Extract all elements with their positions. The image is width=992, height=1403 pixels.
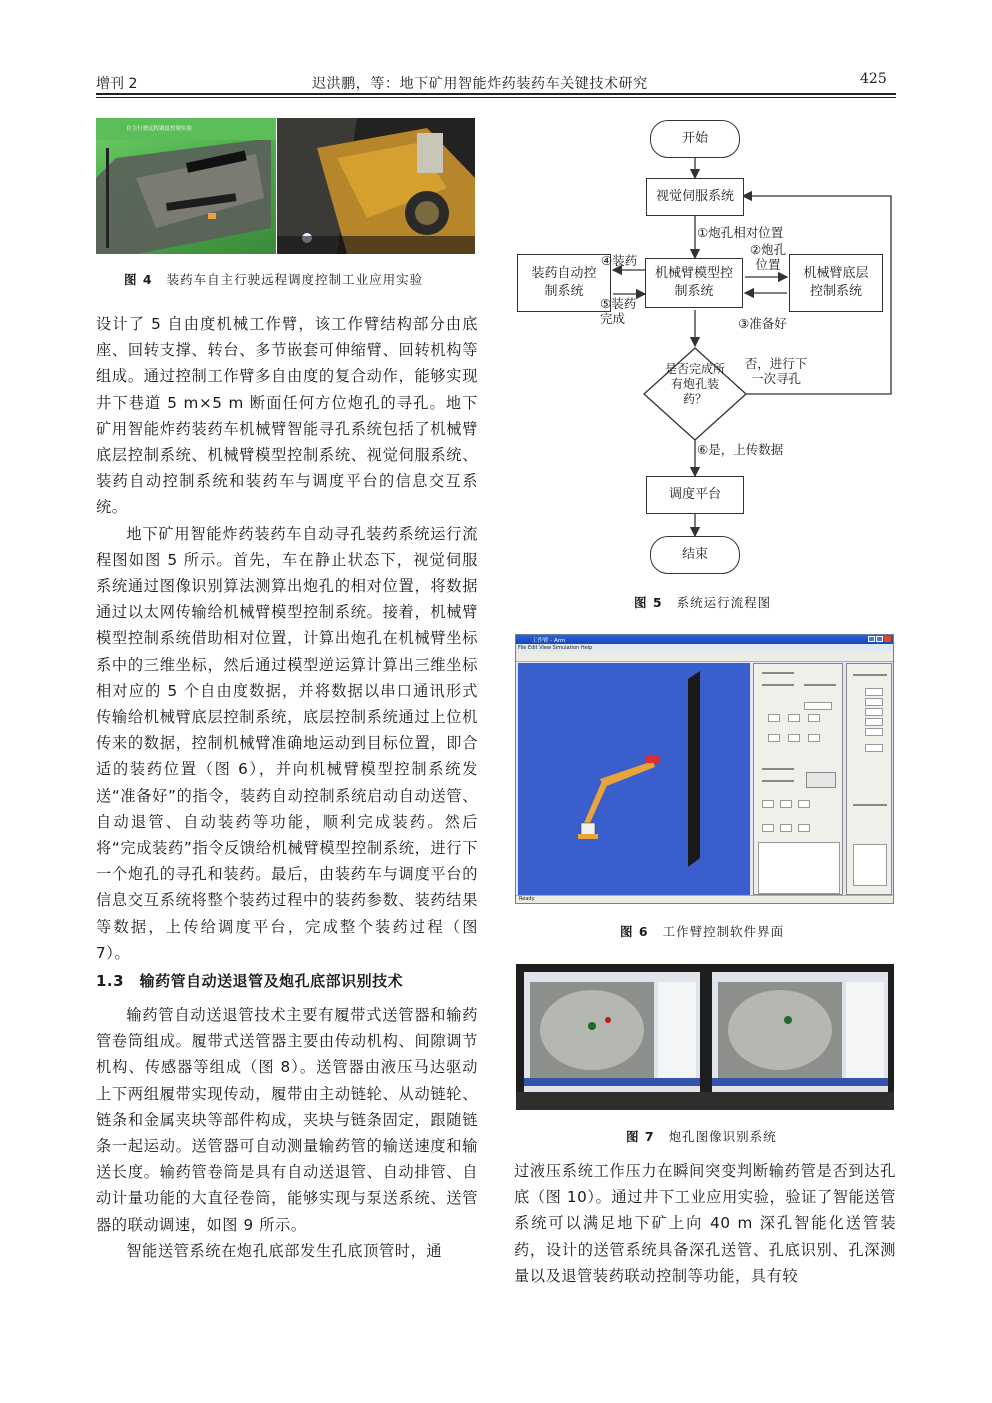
arm-boom	[600, 761, 655, 787]
flow-auto-charge: 装药自动控制系统	[517, 254, 611, 312]
flow-decision-text: 是否完成所有炮孔装药？	[664, 362, 725, 406]
flow-edge-5: ⑤装药完成	[600, 296, 637, 326]
figure6-caption-text: 工作臂控制软件界面	[662, 924, 785, 939]
sw-input[interactable]	[798, 824, 810, 832]
window-title: 工作臂 - Arm	[532, 638, 566, 644]
figure7-caption-text: 炮孔图像识别系统	[668, 1129, 777, 1144]
sw-input[interactable]	[768, 714, 780, 722]
flow-edge-2: ②炮孔位置	[749, 242, 787, 272]
figure4-screen-text: 自主行驶远程调度控制实验	[126, 126, 193, 132]
arm-end-effector	[646, 755, 660, 763]
sw-input[interactable]	[780, 800, 792, 808]
detected-hole-marker	[588, 1022, 596, 1030]
arm-base	[578, 834, 598, 839]
figure5-caption-text: 系统运行流程图	[676, 595, 772, 610]
running-header-issue: 增刊 2	[96, 76, 138, 92]
flow-edge-3: ③准备好	[738, 316, 787, 331]
sw-input[interactable]	[798, 800, 810, 808]
flow-dispatch: 调度平台	[646, 476, 744, 514]
sw-input[interactable]	[788, 714, 800, 722]
sw-input[interactable]	[865, 718, 883, 726]
sw-input[interactable]	[804, 702, 832, 710]
sw-input[interactable]	[780, 824, 792, 832]
sw-input[interactable]	[865, 744, 883, 752]
sw-input[interactable]	[762, 824, 774, 832]
flow-arm-model: 机械臂模型控制系统	[645, 258, 743, 308]
figure4-caption	[124, 270, 423, 288]
flow-edge-1: ①炮孔相对位置	[697, 225, 784, 240]
left-body-text-2	[96, 1002, 478, 1264]
status-text: Ready	[519, 896, 535, 902]
figure4-caption-text: 装药车自主行驶远程调度控制工业应用实验	[166, 272, 424, 287]
sw-button[interactable]	[762, 684, 794, 686]
sw-input[interactable]	[808, 714, 820, 722]
detected-hole-marker	[605, 1017, 611, 1023]
close-icon[interactable]	[884, 636, 891, 642]
sw-input[interactable]	[762, 800, 774, 808]
flow-edge-no: 否，进行下一次寻孔	[744, 356, 808, 386]
running-header-title: 迟洪鹏，等：地下矿用智能炸药装药车关键技术研究	[312, 76, 648, 92]
arm-base-link	[584, 781, 608, 823]
paragraph: 智能送管系统在炮孔底部发生孔底顶管时，通	[126, 1241, 443, 1260]
sw-button[interactable]	[762, 780, 794, 782]
figure6-software-window	[515, 634, 894, 904]
maximize-icon[interactable]	[876, 636, 883, 642]
paragraph: 地下矿用智能炸药装药车自动寻孔装药系统运行流程图如图 5 所示。首先，车在静止状态下，视觉伺服系统通过图像识别算法测算出炮孔的相对位置，将数据通过以太网传输给机械臂模型控制系统。接着，机械臂模型控制系统借助相对位置，计算出炮孔在机械臂坐标系中的三维坐标，然后通过模型逆运算计算出三维坐标相对应的 5 个自由度数据，并将数据以串口通讯形式传输给机械臂底层控制系统，底层控制系统通过上位机传来的数据，控制机械臂准确地运动到目标位置，即合适的装药位置（图 6），并向机械臂模型控制系统发送“准备好”的指令，装药自动控制系统启动自动送管、自动退管、自动装药等功能，顺利完成装药。然后将“完成装药”指令反馈给机械臂模型控制系统，进行下一个炮孔的寻孔和装药。最后，由装药车与调度平台的信息交互系统将整个装药过程中的装药参数、装药结果等数据，上传给调度平台，完成整个装药过程（图 7）。	[96, 524, 478, 962]
figure6-caption	[620, 922, 784, 940]
figure7-recognition-photo	[516, 964, 894, 1110]
sw-button[interactable]	[806, 772, 836, 788]
sw-input[interactable]	[768, 734, 780, 742]
sw-input[interactable]	[865, 688, 883, 696]
header-rule-thin	[96, 97, 896, 98]
figure4-simulation-photo	[96, 118, 276, 254]
figure4-label: 图 4	[124, 272, 153, 287]
arm-turret	[581, 823, 595, 835]
window-menubar[interactable]: File Edit View Simulation Help	[518, 645, 593, 651]
flow-start: 开始	[650, 120, 740, 158]
figure7-caption	[626, 1127, 777, 1145]
sw-input[interactable]	[788, 734, 800, 742]
window-statusbar	[516, 895, 893, 903]
sw-input[interactable]	[853, 844, 887, 886]
figure7-label: 图 7	[626, 1129, 655, 1144]
sw-button[interactable]	[853, 804, 887, 806]
header-rule-thick	[96, 93, 896, 95]
sw-button[interactable]	[762, 672, 794, 674]
sw-input[interactable]	[865, 728, 883, 736]
control-panel-left	[753, 663, 843, 895]
flow-visual-servo: 视觉伺服系统	[646, 178, 744, 216]
wall-plane	[688, 671, 700, 867]
sw-button[interactable]	[762, 768, 794, 770]
paragraph: 输药管自动送退管技术主要有履带式送管器和输药管卷筒组成。履带式送管器主要由传动机构、间隙调节机构、传感器等组成（图 8）。送管器由液压马达驱动上下两组履带实现传动，履带由主动链轮、从动链轮、链条和金属夹块等部件构成，夹块与链条固定，跟随链条一起运动。送管器可自动测量输药管的输送速度和输送长度。输药管卷筒是具有自动送退管、自动排管、自动计量功能的大直径卷筒，能够实现与泵送系统、送管器的联动调速，如图 9 所示。	[96, 1006, 478, 1234]
window-titlebar	[516, 635, 893, 644]
figure5-label: 图 5	[634, 595, 663, 610]
figure5-caption	[634, 593, 771, 611]
sw-button[interactable]	[853, 674, 887, 676]
sw-input[interactable]	[865, 708, 883, 716]
control-panel-right	[846, 663, 892, 895]
sw-button[interactable]	[804, 684, 836, 686]
section-heading: 1.3 输药管自动送退管及炮孔底部识别技术	[96, 972, 404, 990]
window-toolbar	[516, 652, 893, 662]
sw-log-list[interactable]	[758, 842, 840, 894]
flow-edge-4: ④装药	[601, 253, 638, 268]
page-number: 425	[860, 71, 887, 87]
flow-arm-bottom: 机械臂底层控制系统	[789, 254, 883, 312]
figure4-tunnel-photo	[277, 118, 475, 254]
sw-input[interactable]	[865, 698, 883, 706]
figure6-label: 图 6	[620, 924, 649, 939]
viewport-3d[interactable]	[518, 663, 750, 895]
paragraph: 设计了 5 自由度机械工作臂，该工作臂结构部分由底座、回转支撑、转台、多节嵌套可伸缩臂、回转机构等组成。通过控制工作臂多自由度的复合动作，能够实现井下巷道 5 m×5 m 断面任何方位炮孔的寻孔。地下矿用智能炸药装药车机械臂智能寻孔系统包括了机械臂底层控制系统、机械臂模型控制系统、视觉伺服系统、装药自动控制系统和装药车与调度平台的信息交互系统。	[96, 315, 478, 517]
right-body-text: 过液压系统工作压力在瞬间突变判断输药管是否到达孔底（图 10）。通过井下工业应用实验，验证了智能送管系统可以满足地下矿上向 40 m 深孔智能化送管装药，设计的送管系统具备深孔送管、孔底识别、孔深测量以及退管装药联动控制等功能，具有较	[514, 1162, 896, 1285]
flow-end: 结束	[650, 536, 740, 574]
detected-hole-marker	[784, 1016, 792, 1024]
sw-input[interactable]	[808, 734, 820, 742]
left-body-text-1	[96, 311, 478, 966]
flow-edge-yes: ⑥是，上传数据	[697, 442, 784, 457]
minimize-icon[interactable]	[868, 636, 875, 642]
